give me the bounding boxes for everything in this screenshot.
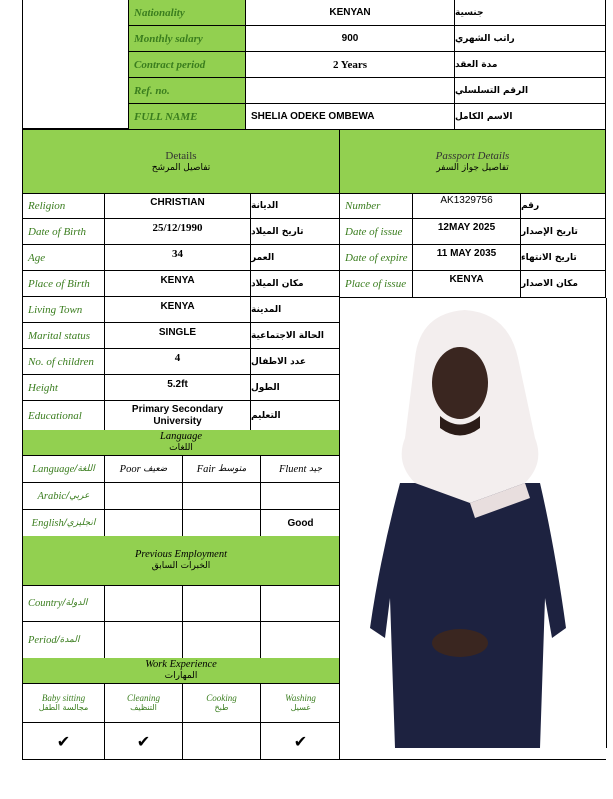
- religion-label: Religion: [23, 193, 105, 219]
- religion-value: CHRISTIAN: [105, 193, 251, 219]
- issue-date-ar: تاريخ الإصدار: [521, 219, 606, 245]
- height-value: 5.2ft: [105, 375, 251, 401]
- english-label: [23, 510, 105, 536]
- language-header-en: Language: [160, 431, 202, 443]
- arabic-label-en: Arabic: [37, 490, 67, 502]
- name-ar: الاسم الكامل: [455, 111, 513, 122]
- children-ar: عدد الاطفال: [251, 349, 340, 375]
- contract-value: 2 Years: [246, 52, 455, 78]
- contract-label: Contract period: [129, 52, 246, 78]
- country-cell-1: [105, 585, 183, 622]
- nationality-label: Nationality: [129, 0, 246, 26]
- age-value: 34: [105, 245, 251, 271]
- passport-header-ar: تفاصيل جواز السفر: [436, 162, 509, 173]
- passport-number-label: Number: [340, 193, 413, 219]
- marital-ar: الحالة الاجتماعية: [251, 323, 340, 349]
- pob-value: KENYA: [105, 271, 251, 297]
- period-label: [23, 622, 105, 658]
- issue-place-ar: مكان الاصدار: [521, 279, 578, 289]
- english-fair-cell: [183, 510, 261, 536]
- experience-header-en: Work Experience: [145, 659, 217, 671]
- passport-table: [339, 193, 606, 298]
- dob-value: 25/12/1990: [105, 219, 251, 245]
- expire-date-value: 11 MAY 2035: [413, 245, 521, 271]
- ref-value: [246, 78, 455, 104]
- children-label: No. of children: [23, 349, 105, 375]
- marital-value: SINGLE: [105, 323, 251, 349]
- passport-header: [339, 130, 606, 194]
- education-label: Educational: [23, 401, 105, 430]
- employment-header-ar: الخبرات السابق: [151, 561, 211, 572]
- skill-baby-sitting-en: Baby sitting: [41, 692, 86, 703]
- ref-label: Ref. no.: [129, 78, 246, 104]
- blank-corner: [23, 0, 129, 129]
- skill-washing-en: Washing: [285, 692, 316, 703]
- passport-header-en: Passport Details: [435, 150, 510, 162]
- skill-baby-sitting-ar: مجالسة الطفل: [38, 703, 89, 713]
- english-label-ar: انجليزي/: [63, 518, 96, 528]
- language-col-label-ar: اللغة/: [74, 464, 95, 474]
- details-header-en: Details: [165, 150, 197, 162]
- english-poor-cell: [105, 510, 183, 536]
- contract-ar: مدة العقد: [455, 52, 606, 78]
- language-table: [22, 456, 340, 537]
- arabic-fair-cell: [183, 483, 261, 510]
- issue-place-label: Place of issue: [340, 271, 413, 297]
- period-cell-3: [261, 622, 340, 658]
- english-level: Good: [287, 517, 314, 529]
- name-value: SHELIA ODEKE OMBEWA: [246, 104, 455, 129]
- fluent-label: Fluent: [278, 463, 307, 475]
- english-label-en: English: [31, 517, 64, 529]
- experience-header: [22, 658, 340, 684]
- expire-date-ar: تاريخ الانتهاء: [521, 245, 606, 271]
- education-value: Primary Secondary University: [105, 401, 251, 430]
- language-header-ar: اللغات: [169, 443, 193, 454]
- cleaning-check-icon: ✔: [105, 723, 183, 759]
- arabic-poor-cell: [105, 483, 183, 510]
- nationality-ar: جنسية: [455, 0, 606, 26]
- photo-bottom-border: [339, 759, 606, 760]
- religion-ar: الديانة: [251, 193, 340, 219]
- children-value: 4: [105, 349, 251, 375]
- country-cell-3: [261, 585, 340, 622]
- language-col-label: [23, 456, 105, 483]
- employment-header-en: Previous Employment: [134, 549, 228, 561]
- poor-label-ar: ضعيف: [143, 464, 168, 474]
- passport-number-ar: رقم: [521, 193, 606, 219]
- language-header: [22, 430, 340, 456]
- marital-label: Marital status: [23, 323, 105, 349]
- education-ar: التعليم: [251, 410, 281, 421]
- skill-cooking: [183, 683, 261, 723]
- fluent-header: [261, 456, 340, 483]
- period-label-en: Period: [28, 634, 57, 646]
- period-cell-2: [183, 622, 261, 658]
- salary-ar: راتب الشهري: [455, 26, 606, 52]
- details-header-ar: تفاصيل المرشح: [151, 162, 211, 173]
- age-label: Age: [23, 245, 105, 271]
- country-label-en: Country: [28, 597, 63, 609]
- living-town-value: KENYA: [105, 297, 251, 323]
- ref-ar: الرقم التسلسلي: [455, 78, 606, 104]
- issue-date-label: Date of issue: [340, 219, 413, 245]
- dob-ar: تاريخ الميلاد: [251, 219, 340, 245]
- height-ar: الطول: [251, 375, 340, 401]
- skill-washing: [261, 683, 340, 723]
- nationality-value: KENYAN: [246, 0, 455, 26]
- age-ar: العمر: [251, 245, 340, 271]
- experience-header-ar: المهارات: [164, 671, 198, 682]
- expire-date-label: Date of expire: [340, 245, 413, 271]
- skill-baby-sitting: [23, 683, 105, 723]
- skill-washing-ar: غسيل: [290, 703, 311, 713]
- cooking-check-icon: [183, 723, 261, 759]
- employment-table: [22, 585, 340, 659]
- issue-place-value: KENYA: [413, 271, 521, 297]
- fair-label: Fair: [196, 463, 216, 475]
- height-label: Height: [23, 375, 105, 401]
- skill-cooking-ar: طبخ: [214, 703, 229, 713]
- country-label-ar: الدولة/: [62, 598, 88, 608]
- top-info-table: [22, 0, 606, 130]
- poor-header: [105, 456, 183, 483]
- name-label: FULL NAME: [129, 104, 246, 129]
- salary-value: 900: [246, 26, 455, 52]
- skill-cooking-en: Cooking: [206, 692, 237, 703]
- skill-cleaning-en: Cleaning: [127, 692, 160, 703]
- period-cell-1: [105, 622, 183, 658]
- dob-label: Date of Birth: [23, 219, 105, 245]
- person-illustration: [340, 298, 606, 748]
- arabic-label-ar: عربي/: [66, 491, 90, 501]
- salary-label: Monthly salary: [129, 26, 246, 52]
- period-label-ar: المدة/: [56, 635, 80, 645]
- fluent-label-ar: جيد: [309, 464, 323, 474]
- details-table: [22, 193, 340, 431]
- living-town-ar: المدينة: [251, 297, 340, 323]
- candidate-photo: [340, 298, 607, 748]
- details-header: [22, 130, 340, 194]
- arabic-label: [23, 483, 105, 510]
- washing-check-icon: ✔: [293, 731, 308, 751]
- fair-label-ar: متوسط: [218, 464, 247, 474]
- pob-ar: مكان الميلاد: [251, 271, 340, 297]
- experience-table: [22, 683, 340, 760]
- language-col-label-en: Language: [32, 463, 75, 475]
- arabic-fluent-cell: [261, 483, 340, 510]
- skill-cleaning: [105, 683, 183, 723]
- baby-sitting-check-icon: ✔: [23, 723, 105, 759]
- issue-date-value: 12MAY 2025: [413, 219, 521, 245]
- pob-label: Place of Birth: [23, 271, 105, 297]
- fair-header: [183, 456, 261, 483]
- employment-header: [22, 536, 340, 586]
- passport-number-value: AK1329756: [413, 193, 521, 219]
- poor-label: Poor: [119, 463, 141, 475]
- country-label: [23, 585, 105, 622]
- living-town-label: Living Town: [23, 297, 105, 323]
- skill-cleaning-ar: التنظيف: [130, 703, 157, 713]
- country-cell-2: [183, 585, 261, 622]
